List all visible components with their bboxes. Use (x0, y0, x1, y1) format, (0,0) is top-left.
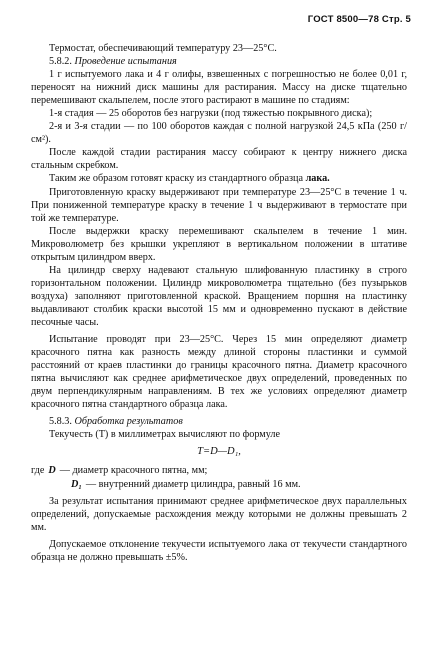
paragraph-microvolumeter: После выдержки краску перемешивают скальпелем в течение 1 мин. Микроволюметр без крышки укрепляют в вертикальном положении в штативе открытым цилиндром вверх. (31, 225, 407, 263)
paragraph-stage-2-3: 2-я и 3-я стадии — по 100 оборотов каждая с полной нагрузкой 24,5 кПа (250 г/см²). (31, 121, 407, 146)
paragraph-measurement: Испытание проводят при 23—25°С. Через 15 мин определяют диаметр красочного пятна как разность между длиной стороны пластинки и суммой расстояний от краев пластинки до границы красочного пятна. Диаметр красочного пятна вычисляют как среднее арифметическое двух определений, проведенных по двум перпендикулярным направлениям. В тех же условиях определяют диаметр красочного пятна стандартного образца лака. (31, 334, 407, 411)
paragraph-collect: После каждой стадии растирания массу собирают к центру нижнего диска стальным скребком. (31, 147, 407, 172)
section-number: 5.8.2. (49, 56, 72, 68)
paragraph-tolerance: Допускаемое отклонение текучести испытуемого лака от текучести стандартного образца не должно превышать ±5%. (31, 538, 407, 563)
standard-sample-word: лака. (305, 173, 330, 185)
section-title: Проведение испытания (74, 56, 177, 68)
standard-sample-text: Таким же образом готовят краску из стандартного образца (49, 173, 304, 185)
paragraph-stage-1: 1-я стадия — 25 оборотов без нагрузки (под тяжестью покрывного диска); (49, 108, 373, 120)
section-5-8-2-heading (31, 55, 407, 68)
section-5-8-3-heading (31, 415, 407, 428)
section-title: Обработка результатов (74, 416, 183, 428)
definition-d (31, 464, 407, 477)
where-word: где (31, 465, 45, 477)
section-number: 5.8.3. (49, 416, 72, 428)
paragraph-sample-prep: 1 г испытуемого лака и 4 г олифы, взвешенных с погрешностью не более 0,01 г, переносят на нижний диск машины для растирания. Массу на диске тщательно перемешивают скальпелем, после этого растирают в машине по стадиям: (31, 69, 407, 107)
paragraph-thermostat: Термостат, обеспечивающий температуру 23—25°С. (49, 43, 277, 54)
paragraph-procedure: На цилиндр сверху надевают стальную шлифованную пластинку в строго горизонтальном положении. Цилиндр микроволюметра тщательно (без пузырьков воздуха) заполняют приготовленной краской. Вращением поршня на пластинку выдавливают столбик краски высотой 15 мм и одновременно пускают в действие песочные часы. (31, 264, 407, 328)
paragraph-flow-intro: Текучесть (T) в миллиметрах вычисляют по формуле (49, 429, 280, 441)
symbol-d1: D₁ (71, 478, 82, 490)
standard-number: ГОСТ 8500—78 (307, 14, 380, 25)
paragraph-standard-sample (31, 172, 407, 185)
paragraph-result: За результат испытания принимают среднее арифметическое двух параллельных определений, допускаемые расхождения между которыми не должны превышать 2 мм. (31, 495, 407, 533)
paragraph-conditioning: Приготовленную краску выдерживают при температуре 23—25°С в течение 1 ч. При пониженной температуре краску в течение 1 ч выдерживают в термостате при той же температуре. (31, 186, 407, 224)
page-number: Стр. 5 (381, 14, 411, 25)
flow-formula: T=D—D₁, (197, 446, 241, 458)
formula-definitions (31, 464, 407, 490)
definition-d1-text: — внутренний диаметр цилиндра, равный 16 мм. (85, 478, 301, 490)
definition-d1 (31, 478, 407, 491)
document-body (31, 42, 407, 564)
symbol-d: D (48, 465, 56, 477)
definition-d-text: — диаметр красочного пятна, мм; (59, 465, 208, 477)
page-header (308, 14, 411, 25)
